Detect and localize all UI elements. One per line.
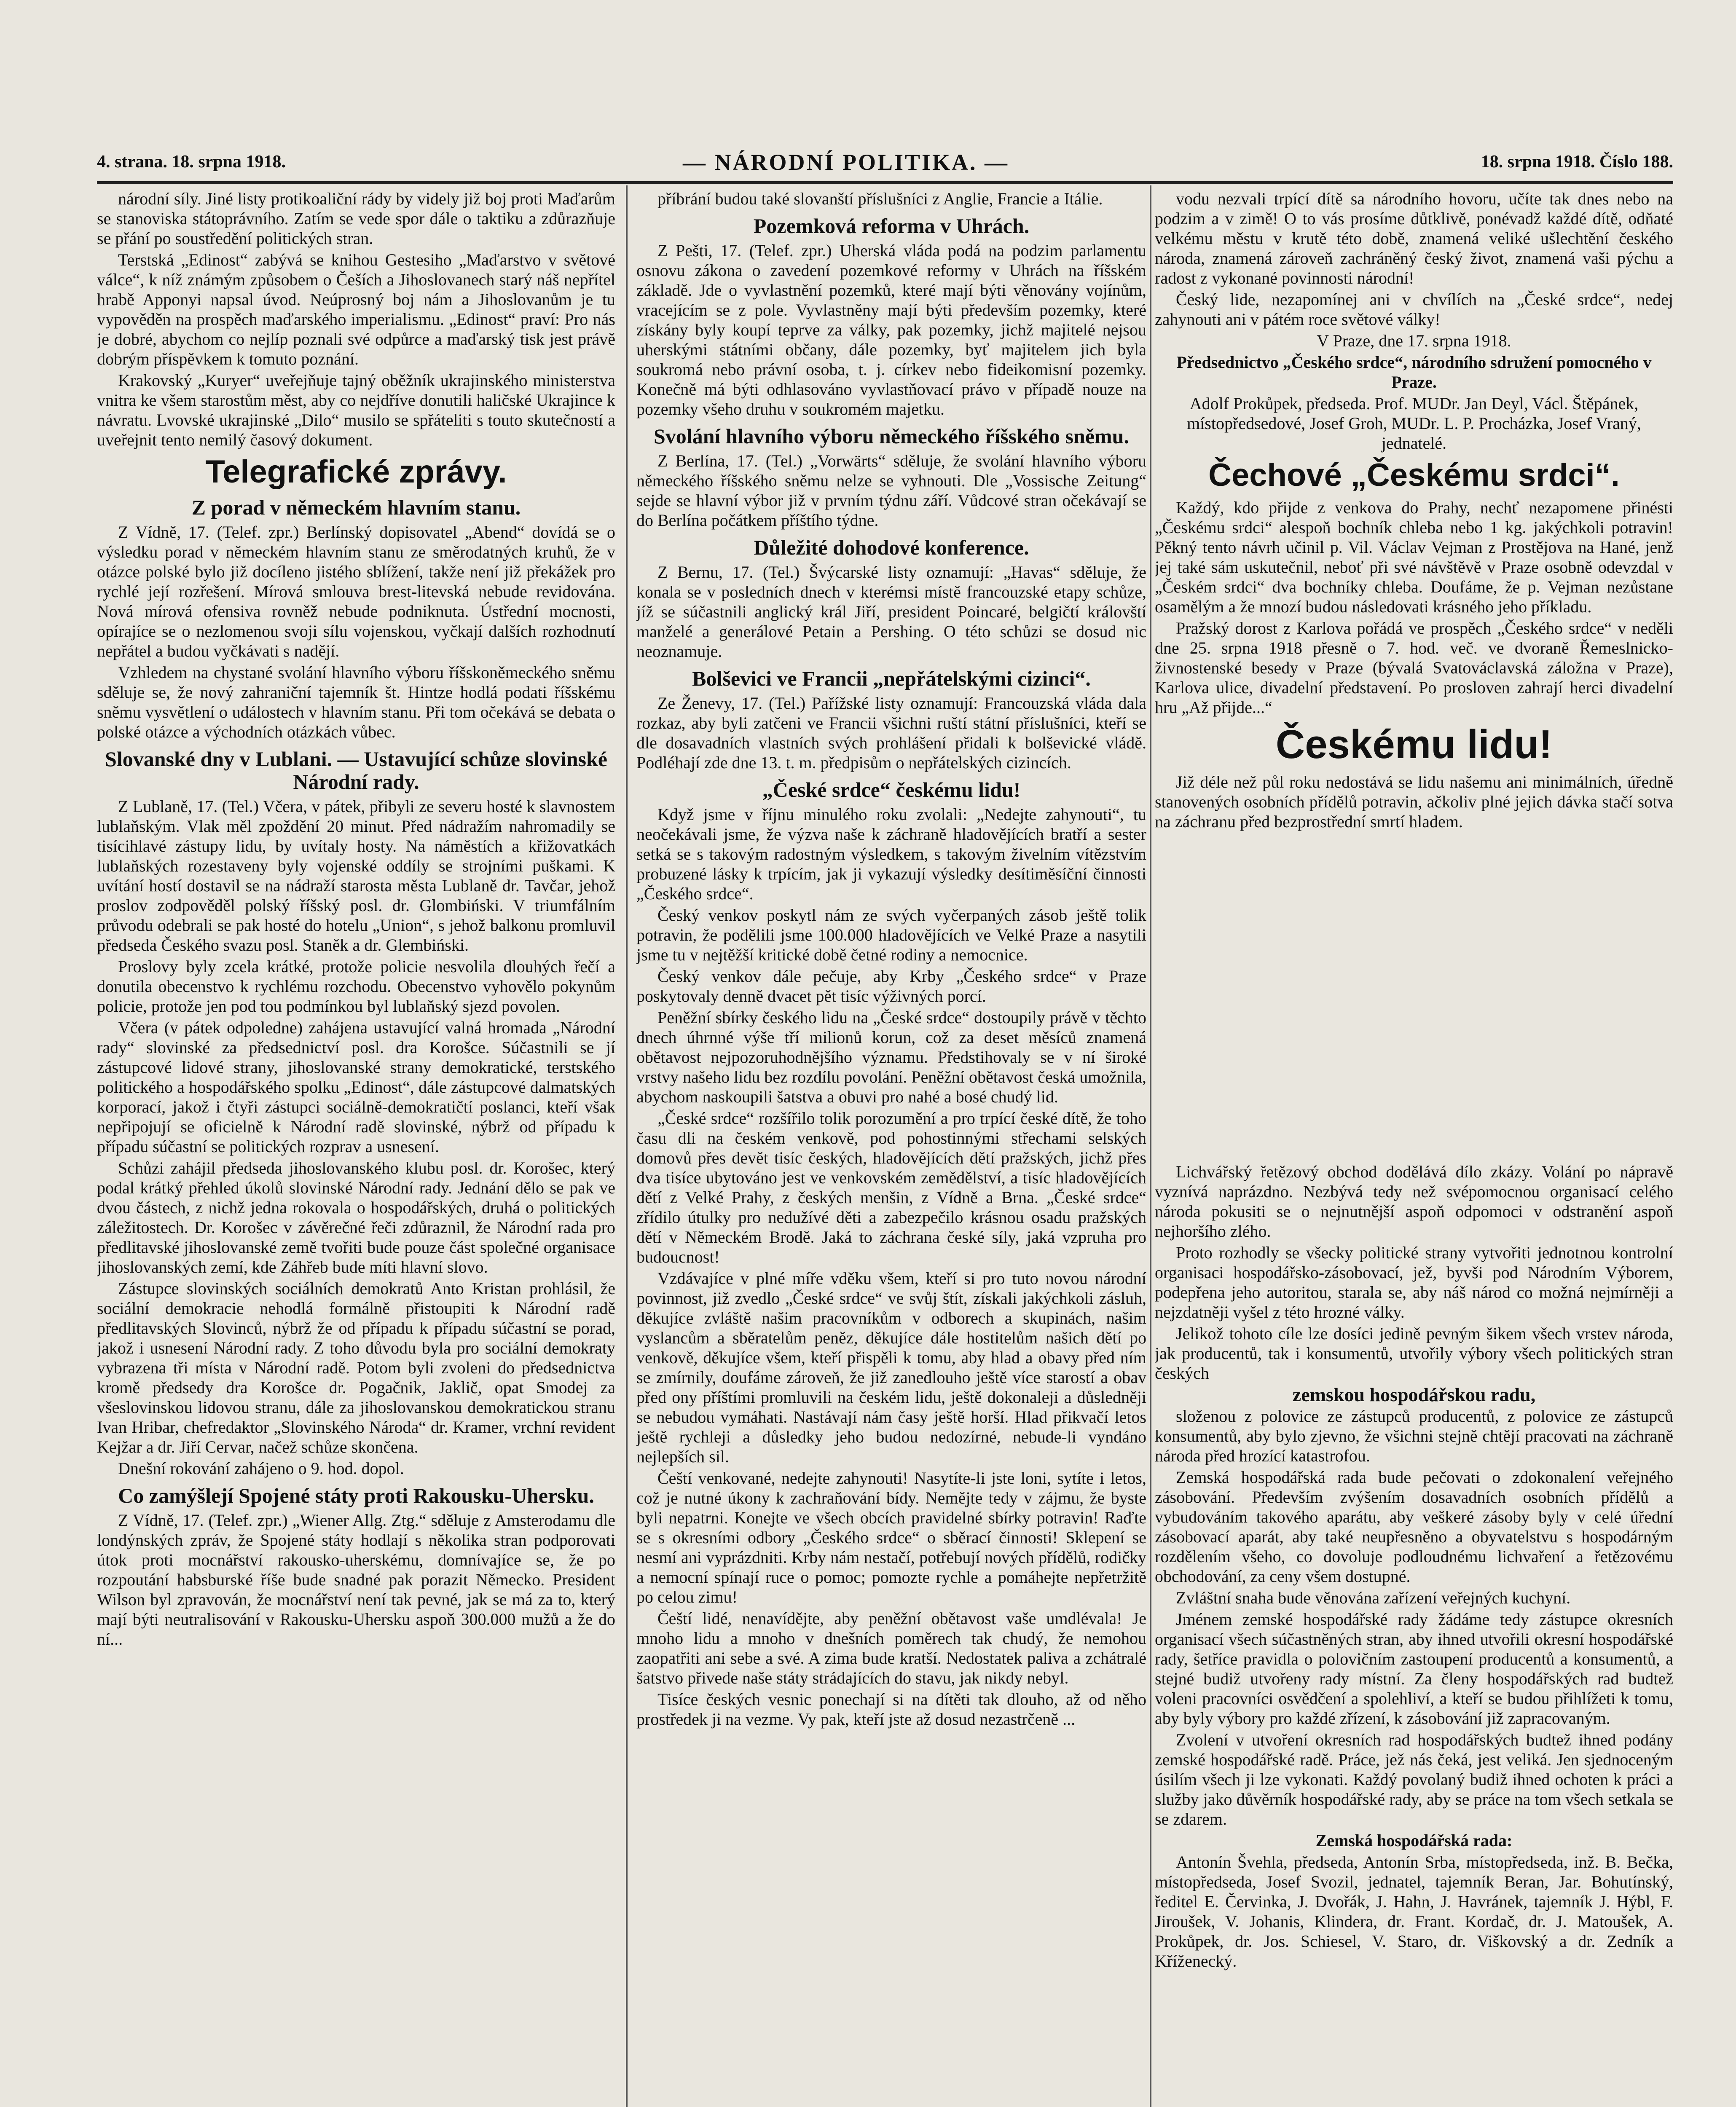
column-1 bbox=[97, 189, 615, 2107]
paragraph: Z Berlína, 17. (Tel.) „Vorwärts“ sděluje, že svolání hlavního výboru německého říšského sněmu nelze se vyhnouti. Dle „Vossische Zeitung“ sejde se hlavní výbor již v prvním týdnu září. Vůdcové stran očekávají se do Berlína počátkem příštího týdne. bbox=[636, 451, 1146, 530]
paragraph: Zvolení v utvoření okresních rad hospodářských budtež ihned podány zemské hospodářské radě. Práce, jež nás čeká, jest veliká. Jen sjednoceným úsilím všech ji lze vykonati. Každý povolaný budiž ihned ochoten k práci a služby jako důvěrník hospodářské rady, aby se práce na tom všech setkala se se zdarem. bbox=[1155, 1730, 1673, 1828]
issue-date-number: 18. srpna 1918. Číslo 188. bbox=[1481, 152, 1673, 172]
paragraph: Pražský dorost z Karlova pořádá ve prospěch „Českého srdce“ v neděli dne 25. srpna 1918 přesně o 7. hod. več. ve dvoraně Řemeslnicko-živnostenské besedy v Praze (bývalá Svatováclavská záložna v Praze), Karlova ulice, divadelní představení. Po prosloven zahrají herci divadelní hru „Až přijde...“ bbox=[1155, 619, 1673, 717]
column-3 bbox=[1155, 189, 1673, 2107]
council-title: Zemská hospodářská rada: bbox=[1315, 1831, 1513, 1850]
paragraph: Proslovy byly zcela krátké, protože policie nesvolila dlouhých řečí a donutila obecenstvo k rychlému rozchodu. Obecenstvo vyhovělo pokynům policie, protože jen pod tou podmínkou byl lublaňský sjezd povolen. bbox=[97, 957, 615, 1016]
column-2 bbox=[636, 189, 1146, 2107]
section-title: Telegrafické zprávy. bbox=[205, 454, 507, 490]
board-title: Předsednictvo „Českého srdce“, národního sdružení pomocného v Praze. bbox=[1176, 353, 1652, 391]
article-headline: Slovanské dny v Lublani. — Ustavující schůze slovinské Národní rady. bbox=[105, 747, 607, 793]
proclamation-title: Českému lidu! bbox=[1275, 722, 1553, 767]
paragraph: Zemská hospodářská rada bude pečovati o zdokonalení veřejného zásobování. Především zvýšením dosavadních osobních přídělů a vybudováním takového aparátu, aby veškeré zásoby byly v celé úřední zásobovací aparát, aby také neupřesněno a obyvatelstvu s hospodárným rozdělením všeho, co dovoluje podloudnému lichvaření a řetězovému obchodování, za ceny všem dostupné. bbox=[1155, 1468, 1673, 1586]
paragraph: složenou z polovice ze zástupců producentů, z polovice ze zástupců konsumentů, aby bylo zjevno, že všichni stejně chtějí pracovati na záchraně národa před hrozící katastrofou. bbox=[1155, 1407, 1673, 1465]
paragraph: Peněžní sbírky českého lidu na „České srdce“ dostoupily právě v těchto dnech úhrnné výše tří milionů korun, což za deset měsíců znamená obětavost nejpozoruhodnějšího významu. Předstihovaly se v ní široké vrstvy našeho lidu bez rozdílu povolání. Peněžní obětavost česká umožnila, abychom naskoupili šatstva a obuvi pro nahé a bosé chudý lid. bbox=[636, 1008, 1146, 1106]
article-headline: Čechové „Českému srdci“. bbox=[1208, 457, 1620, 493]
paragraph: vodu nezvali trpící dítě sa národního hovoru, učíte tak dnes nebo na podzim a v zimě! O to vás prosíme důtklivě, ponévadž každé dítě, odňaté velkému městu v krutě této době, znamená veliké ušlechtění českého národa, znamená zároveň zachráněný český život, znamená vaši pýchu a radost z vykonané povinnosti národní! bbox=[1155, 189, 1673, 287]
censored-blank-space bbox=[1155, 833, 1673, 1162]
paragraph: Když jsme v říjnu minulého roku zvolali: „Nedejte zahynouti“, tu neočekávali jsme, že výzva naše k záchraně hladovějících bratří a sester setká se s takovým radostným výsledkem, s takovým živelním vítězstvím probuzené lásky k trpícím, jak ji vykazují výsledky desítiměsíční činnosti „Českého srdce“. bbox=[636, 805, 1146, 903]
paragraph: národní síly. Jiné listy protikoaliční rády by videly již boj proti Maďarům se stanoviska státoprávního. Zatím se vede spor dále o taktiku a zdůrazňuje se přání po soustředění politických stran. bbox=[97, 189, 615, 248]
paragraph: Zástupce slovinských sociálních demokratů Anto Kristan prohlásil, že sociální demokracie nehodlá formálně přistoupiti k Národní radě předlitavských Slovinců, nýbrž že od případu k případu súčastní se porad, jakož i usnesení Národní rady. Z toho důvodu byla pro sociální demokraty vybrazena tři místa v Národní radě. Potom byli zvoleni do předsednictva kromě předsedy dra Korošce dr. Pogačnik, Jaklič, opat Smodej za všeslovinskou lidovou stranu, dále za jihoslovanskou demokratickou stranu Ivan Hribar, chefredaktor „Slovinského Národa“ dr. Kramer, vrchní revident Kejžar a dr. Jiří Cervar, načež schůze skončena. bbox=[97, 1279, 615, 1456]
paragraph: Vzhledem na chystané svolání hlavního výboru říšskoněmeckého sněmu sděluje se, že nový zahraniční tajemník št. Hintze hodlá podati říšskému sněmu vysvětlení o událostech v hlavním stanu. Při tom očekává se debata o polské otázce a východních otázkách vůbec. bbox=[97, 663, 615, 741]
article-headline: Bolševici ve Francii „nepřátelskými cizinci“. bbox=[692, 667, 1091, 690]
paragraph: Terstská „Edinost“ zabývá se knihou Gestesiho „Maďarstvo v světové válce“, k níž známým způsobem o Češích a Jihoslovanech starý náš nepřítel hrabě Apponyi napsal úvod. Neúprosný boj nám a Jihoslovanům je tu vypověděn na prospěch maďarského imperialismu. „Edinost“ praví: Pro nás je dobré, abychom co nejlíp poznali své odpůrce a maďarský tisk jest právě dobrým příspěvkem k tomuto poznání. bbox=[97, 250, 615, 368]
article-headline: Pozemková reforma v Uhrách. bbox=[753, 214, 1030, 238]
masthead-title: — NÁRODNÍ POLITIKA. — bbox=[683, 150, 1009, 175]
article-headline: Důležité dohodové konference. bbox=[754, 536, 1029, 559]
page-number-date: 4. strana. 18. srpna 1918. bbox=[97, 152, 286, 172]
paragraph: Včera (v pátek odpoledne) zahájena ustavující valná hromada „Národní rady“ slovinské za předsednictví posl. dra Korošce. Súčastnili se jí zástupcové lidové strany, jihoslovanské strany demokratické, terstského politického a hospodářského spolku „Edinost“, dále zástupcové dalmatských korporací, jakož i čtyři zástupci sociálně-demokratičtí poslanci, kteří však nepřipojují se oficielně k Národní radě slovinské, nýbrž od případu k případu súčastní se politických rozprav a usnesení. bbox=[97, 1018, 615, 1156]
place-date: V Praze, dne 17. srpna 1918. bbox=[1317, 331, 1511, 350]
paragraph: Český venkov dále pečuje, aby Krby „Českého srdce“ v Praze poskytovaly denně dvacet pět tisíc výživných porcí. bbox=[636, 967, 1146, 1005]
paragraph: Z Vídně, 17. (Telef. zpr.) Berlínský dopisovatel „Abend“ dovídá se o výsledku porad v německém hlavním stanu ze směrodatných kruhů, že v otázce polské bylo již docíleno jistého sblížení, takže není již překážek pro rychlé její rozřešení. Mírová smlouva brest-litevská nebude revidována. Nová mírová ofensiva rovněž nebude podniknuta. Ústřední mocnosti, opírajíce se o nezlomenou svoji sílu vojenskou, vyčkají dalších rozhodnutí nepřátel a budou vyčkávati s nadějí. bbox=[97, 523, 615, 660]
column-divider bbox=[1150, 185, 1151, 2107]
paragraph: příbrání budou také slovanští příslušníci z Anglie, Francie a Itálie. bbox=[657, 189, 1103, 208]
emphasis-line: zemskou hospodářskou radu, bbox=[1292, 1384, 1536, 1405]
paragraph: Jménem zemské hospodářské rady žádáme tedy zástupce okresních organisací všech súčastněných stran, aby ihned utvořili okresní hospodářské rady, šetříce pravidla o polovičním zastoupení producentů a konsumentů, a stejné budiž utvořeny rady místní. Za členy hospodářských rad budtež voleni pracovníci osvědčení a spolehliví, a kteří se budou přihlížeti k tomu, aby byly výbory pro každé zřízení, k zásobování již zapracovaným. bbox=[1155, 1610, 1673, 1728]
article-headline: Co zamýšlejí Spojené státy proti Rakousku-Uhersku. bbox=[118, 1484, 594, 1507]
paragraph: Čeští lidé, nenavídějte, aby peněžní obětavost vaše umdlévala! Je mnoho lidu a mnoho v dnešních poměrech tak chudý, že nemohou zaopatřiti ani sebe a své. A zima bude kratší. Nedostatek paliva a zchátralé šatstvo přivede naše státy strádajících do stavu, jak nikdy nebyl. bbox=[636, 1609, 1146, 1687]
paragraph: Proto rozhodly se všecky politické strany vytvořiti jednotnou kontrolní organisaci hospodářsko-zásobovací, jež, byvši pod Národním Výborem, podepřena jeho autoritou, starala se, aby náš národ co možná nejmírněji a nejzdatněji vyšel z této hrozné války. bbox=[1155, 1243, 1673, 1322]
paragraph: Z Lublaně, 17. (Tel.) Včera, v pátek, přibyli ze severu hosté k slavnostem lublaňským. Vlak měl zpoždění 20 minut. Před nádražím nahromadily se tisícihlavé zástupy lidu, by uvítaly hosty. Na náměstích a křižovatkách lublaňských rozestaveny byly vojenské oddíly se strojními puškami. K uvítání hostí dostavil se na nádraží starosta města Lublaně dr. Tavčar, jehož proslov zodpověděl polský říšský posl. dr. Glombiński. V triumfálním průvodu odebrali se pak hosté do hotelu „Union“, s jehož balkonu promluvil předseda Českého svazu posl. Staněk a dr. Glembiński. bbox=[97, 797, 615, 954]
board-signatories: Adolf Prokůpek, předseda. Prof. MUDr. Jan Deyl, Václ. Štěpánek, místopředsedové, Josef Groh, MUDr. L. P. Procházka, Josef Vraný, jednatelé. bbox=[1187, 394, 1641, 453]
article-headline: „České srdce“ českému lidu! bbox=[762, 778, 1021, 802]
paragraph: Krakovský „Kuryer“ uveřejňuje tajný oběžník ukrajinského ministerstva vnitra ke všem starostům měst, aby co nejdříve donutili haličské Ukrajince k návratu. Lvovské ukrajinské „Dilo“ musilo se spřáteliti s touto skutečností a uveřejnit tento nemilý časový dokument. bbox=[97, 371, 615, 449]
header-rule bbox=[97, 181, 1673, 184]
paragraph: Lichvářský řetězový obchod dodělává dílo zkázy. Volání po nápravě vyznívá naprázdno. Nezbývá tedy než svépomocnou organisací celého národa pokusiti se o nejnutnější aspoň odpomoci v odstranění aspoň nejhoršího zlého. bbox=[1155, 1162, 1673, 1241]
paragraph: Dnešní rokování zahájeno o 9. hod. dopol. bbox=[118, 1459, 404, 1478]
council-signatories: Antonín Švehla, předseda, Antonín Srba, místopředseda, inž. B. Bečka, místopředseda, Josef Svozil, jednatel, tajemník Beran, Jar. Bohutínský, ředitel E. Červinka, J. Dvořák, J. Hahn, J. Havránek, tajemník J. Hýbl, F. Jiroušek, V. Johanis, Klindera, dr. Frant. Kordač, dr. J. Matoušek, A. Prokůpek, dr. Jos. Schiesel, V. Staro, dr. Viškovský a dr. Zedník a Kříženecký. bbox=[1155, 1852, 1673, 1970]
article-headline: Svolání hlavního výboru německého říšského sněmu. bbox=[654, 424, 1129, 448]
paragraph: Každý, kdo přijde z venkova do Prahy, nechť nezapomene přinésti „Českému srdci“ alespoň bochník chleba nebo 1 kg. jakýchkoli potravin! Pěkný tento návrh učinil p. Vil. Václav Vejman z Prostějova na Hané, jenž jej také sám uskutečnil, neboť při své návštěvě v Praze osobně odevzdal v „Českém srdci“ dva bochníky chleba. Doufáme, že p. Vejman nezůstane osamělým a že mnozí budou následovati krásného jeho příkladu. bbox=[1155, 498, 1673, 616]
paragraph: Tisíce českých vesnic ponechají si na dítěti tak dlouho, až od něho prostředek ji na vezme. Vy pak, kteří jste až dosud nezastrčeně ... bbox=[636, 1690, 1146, 1729]
paragraph: Zvláštní snaha bude věnována zařízení veřejných kuchyní. bbox=[1176, 1588, 1571, 1607]
paragraph: „České srdce“ rozšířilo tolik porozumění a pro trpící české dítě, že toho času dli na českém venkově, pod pohostinnými střechami selských domovů přes devět tisíc českých, hladovějících dětí pražských, jichž přes dva tisíce ubytováno jest ve venkovském zemědělství, a tisíc hladovějících dětí z Velké Prahy, z českých menšin, z Vídně a Brna. „České srdce“ zřídilo útulky pro nedužívé děti a zabezpečilo krásnou osadu pražských dětí v Německém Brodě. Jaká to záchrana české síly, jaká vzpruha pro budoucnost! bbox=[636, 1109, 1146, 1266]
running-head bbox=[97, 152, 1673, 177]
paragraph: Schůzi zahájil předseda jihoslovanského klubu posl. dr. Korošec, který podal krátký přehled úkolů slovinské Národní rady. Jednání dělo se pak ve dvou částech, z nichž jedna rokovala o hospodářských, druhá o politických záležitostech. Dr. Korošec v závěrečné řeči zdůraznil, že Národní rada pro předlitavské jihoslovanské země tvořiti bude pouze část společné organisace jihoslovanských zemí, kde Záhřeb bude míti hlavní slovo. bbox=[97, 1158, 615, 1276]
paragraph: Jelikož tohoto cíle lze dosíci jedině pevným šikem všech vrstev národa, jak producentů, tak i konsumentů, utvořily výbory všech politických stran českých bbox=[1155, 1324, 1673, 1383]
paragraph: Vzdávajíce v plné míře vděku všem, kteří si pro tuto novou národní povinnost, již zvedlo „České srdce“ ve svůj štít, získali jakýchkoli zásluh, děkujíce zvláště našim pracovníkům v odborech a skupinách, našim vyslancům a sběratelům peněz, děkujíce dále hostitelům našich dětí po venkově, děkujíce všem, kteří přispěli k tomu, aby hlad a obavy před ním se zmírnily, doufáme zároveň, že již zanedlouho ještě více starostí a obav před ony příštími promluvili na českém lidu, ještě dokonaleji a důsledněji se nebudou vymáhati. Nastávají nám časy ještě horší. Hlad přikvačí letos ještě rychleji a důsledky jeho budou nedozírné, nebude-li vyndáno nejlepších sil. bbox=[636, 1269, 1146, 1466]
paragraph: Český venkov poskytl nám ze svých vyčerpaných zásob ještě tolik potravin, že podělili jsme 100.000 hladovějících ve Velké Praze a nasytili jsme tu v nejtěžší kritické době četné rodiny a nemocnice. bbox=[636, 906, 1146, 964]
article-headline: Z porad v německém hlavním stanu. bbox=[191, 496, 521, 519]
paragraph: Z Pešti, 17. (Telef. zpr.) Uherská vláda podá na podzim parlamentu osnovu zákona o zavedení pozemkové reformy v Uhrách na říšském základě. Jde o vyvlastnění pozemků, které mají býti věnovány vojínům, vracejícím se z pole. Vyvlastněny mají býti především pozemky, které získány byly koupí teprve za války, pak pozemky, jichž majitelé nejsou uherskými státními občany, dále pozemky, byť majitelem jich byla soukromá nebo právní osoba, t. j. církev nebo fideikomisní pozemky. Konečně má býti odhlasováno vyvlastňovací právo v případě nouze na pozemky všeho druhu v soukromém majetku. bbox=[636, 241, 1146, 418]
paragraph: Český lide, nezapomínej ani v chvílích na „České srdce“, nedej zahynouti ani v pátém roce světové války! bbox=[1155, 290, 1673, 329]
paragraph: Ze Ženevy, 17. (Tel.) Pařížské listy oznamují: Francouzská vláda dala rozkaz, aby byli zatčeni ve Francii všichni ruští státní příslušníci, kteří se dle dosavadních vlastních svých prohlášení přidali k bolševické vládě. Podléhají zde dne 13. t. m. předpisům o nepřátelských cizincích. bbox=[636, 694, 1146, 772]
paragraph: Z Vídně, 17. (Telef. zpr.) „Wiener Allg. Ztg.“ sděluje z Amsterodamu dle londýnských zpráv, že Spojené státy hodlají s několika stran podporovati útok proti mocnářství rakousko-uherskému, domnívajíce se, že po rozpoutání habsburské říše bude snadné pak porazit Německo. President Wilson byl zpravován, že mocnářství není tak pevné, jak se má za to, který mají býti neutralisování v Rakousku-Uhersku aspoň 300.000 mužů a že do ní... bbox=[97, 1511, 615, 1649]
column-divider bbox=[626, 185, 628, 2107]
paragraph: Již déle než půl roku nedostává se lidu našemu ani minimálních, úředně stanovených osobních přídělů potravin, ačkoliv plné jejich dávka stačí sotva na záchranu před bezprostřední smrtí hladem. bbox=[1155, 772, 1673, 831]
paragraph: Z Bernu, 17. (Tel.) Švýcarské listy oznamují: „Havas“ sděluje, že konala se v posledních dnech v kterémsi místě francouzské etapy schůze, jíž se súčastnili anglický král Jiří, president Poincaré, belgičtí královští manželé a generálové Petain a Pershing. O této schůzi se dosud nic neoznamuje. bbox=[636, 563, 1146, 661]
paragraph: Čeští venkované, nedejte zahynouti! Nasytíte-li jste loni, sytíte i letos, což je nutné úkony k zachraňování bídy. Nemějte tedy v zájmu, že byste byli nepatrni. Konejte ve všech obcích pravidelné sbírky potravin! Raďte se s okresními odbory „Českého srdce“ o sběrací činnosti! Sklepení se nesmí ani vyprázdniti. Krby nám nestačí, potřebují nových přídělů, rodičky a nemocní spínají ruce o pomoc; pomozte rychle a pomáhejte nepřetržitě po celou zimu! bbox=[636, 1469, 1146, 1606]
